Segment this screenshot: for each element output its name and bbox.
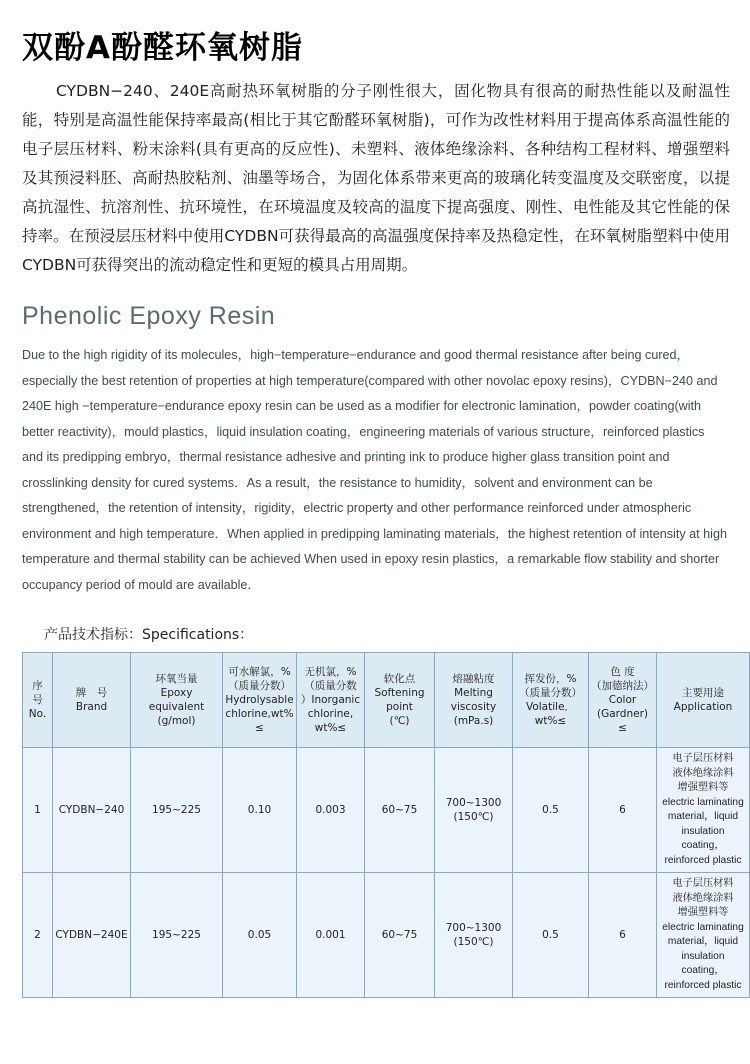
table-header-cell-hydrolysable-chlorine: [223, 653, 297, 748]
cell-epoxy-equivalent: 195~225: [131, 873, 223, 998]
cell-no: 2: [23, 873, 53, 998]
table-header-cell-no: [23, 653, 53, 748]
table-header-cell-color: [589, 653, 657, 748]
header-line: No.: [28, 708, 47, 720]
table-header-cell-brand: [53, 653, 131, 748]
cell-hydrolysable-chlorine: 0.05: [223, 873, 297, 998]
header-line: 号: [32, 694, 43, 706]
header-line: (℃): [389, 715, 410, 727]
english-section-title: Phenolic Epoxy Resin: [22, 302, 276, 330]
table-header-cell-epoxy-equivalent: [131, 653, 223, 748]
table-header-cell-application: [657, 653, 750, 748]
english-body-paragraph: Due to the high rigidity of its molecules，high−temperature−endurance and good thermal resistance after being cured，especially the best retention of properties at high temperature(compared with other novolac epoxy resins)，CYDBN−240 and 240E high −temperature−endurance epoxy resin can be used as a modifier for electronic lamination，powder coating(with better reactivity)，mould plastics，liquid insulation coating，engineering materials of various structure，reinforced plastics and its predipping embryo，thermal resistance adhesive and printing ink to produce higher glass transition point and crosslinking density for cured systems．As a result，the resistance to humidity，solvent and environment can be strengthened，the retention of intensity，rigidity，electric property and other performance reinforced under atmospheric environment and high temperature．When applied in predipping laminating materials，the highest retention of intensity at high temperature and thermal stability can be achieved When used in epoxy resin plastics，a remarkable flow stability and shorter occupancy period of mould are available．: [22, 348, 727, 592]
table-header: [23, 653, 750, 748]
header-line: （质量分数: [304, 680, 357, 692]
cell-line: 增强塑料等: [677, 907, 729, 918]
specifications-label: 产品技术指标：Specifications：: [44, 627, 254, 643]
header-line: wt%≤: [534, 715, 567, 727]
header-line: equivalent: [148, 701, 205, 713]
header-line: Softening: [374, 687, 425, 699]
cell-brand: CYDBN−240E: [53, 873, 131, 998]
header-line: Volatile．: [525, 701, 576, 713]
header-line: 挥发份，%: [524, 673, 577, 685]
cell-line: 电子层压材料: [672, 753, 734, 764]
cell-softening-point: 60~75: [365, 873, 435, 998]
cell-melting-viscosity: [435, 748, 513, 873]
header-line: (g/mol): [157, 715, 196, 727]
header-line: chlorine,: [307, 708, 354, 720]
header-line: 色 度: [610, 666, 635, 678]
cell-line: insulation coating，: [681, 950, 725, 976]
cell-line: (150℃): [453, 811, 494, 823]
cell-melting-viscosity: [435, 873, 513, 998]
cell-line: 电子层压材料: [672, 878, 734, 889]
cell-line: 液体绝缘涂料: [672, 892, 734, 904]
header-line: Melting: [454, 687, 493, 699]
cell-line: insulation coating，: [681, 825, 725, 851]
header-line: 环氧当量: [155, 673, 198, 685]
header-line: ≤: [255, 722, 264, 734]
table-header-cell-melting-viscosity: [435, 653, 513, 748]
cell-inorganic-chlorine: 0.003: [297, 748, 365, 873]
cell-line: reinforced plastic: [664, 979, 742, 991]
table-row: [23, 748, 750, 873]
cell-application: [657, 873, 750, 998]
header-line: 软化点: [383, 673, 416, 685]
header-line: 主要用途: [682, 687, 724, 699]
table-header-cell-softening-point: [365, 653, 435, 748]
header-line: point: [386, 701, 413, 713]
header-line: (mPa.s): [453, 715, 494, 727]
header-line: Epoxy: [160, 687, 193, 699]
cell-volatile: 0.5: [513, 748, 589, 873]
cell-line: electric laminating: [662, 796, 744, 808]
cell-color: 6: [589, 873, 657, 998]
header-line: 序: [32, 680, 43, 692]
header-line: Hydrolysable: [225, 694, 294, 706]
header-line: 可水解氯，%: [228, 666, 291, 678]
header-line: chlorine,wt%: [225, 708, 294, 720]
specifications-table: [22, 652, 750, 998]
page-title: 双酚A酚醛环氧树脂: [22, 30, 303, 66]
table-body: [23, 748, 750, 998]
chinese-body-paragraph: [22, 77, 730, 280]
header-line: Color: [608, 694, 637, 706]
cell-color: 6: [589, 748, 657, 873]
cell-no: 1: [23, 748, 53, 873]
header-line: （质量分数）: [519, 687, 582, 699]
header-line: Application: [673, 701, 733, 713]
header-line: 熔融粘度: [452, 673, 495, 685]
chinese-paragraph-text: CYDBN−240、240E高耐热环氧树脂的分子刚性很大，固化物具有很高的耐热性能以及耐温性能，特别是高温性能保持率最高(相比于其它酚醛环氧树脂)，可作为改性材料用于提高体系高温性能的电子层压材料、粉末涂料(具有更高的反应性)、未塑料、液体绝缘涂料、各种结构工程材料、增强塑料及其预浸料胚、高耐热胶粘剂、油墨等场合，为固化体系带来更高的玻璃化转变温度及交联密度，以提高抗湿性、抗溶剂性、抗环境性，在环境温度及较高的温度下提高强度、刚性、电性能及其它性能的保持率。在预浸层压材料中使用CYDBN可获得最高的高温强度保持率及热稳定性，在环氧树脂塑料中使用CYDBN可获得突出的流动稳定性和更短的模具占用周期。: [22, 82, 730, 274]
table-header-cell-volatile: [513, 653, 589, 748]
table-row: [23, 873, 750, 998]
header-line: viscosity: [450, 701, 497, 713]
cell-line: 700~1300: [445, 797, 502, 809]
cell-softening-point: 60~75: [365, 748, 435, 873]
cell-line: electric laminating: [662, 921, 744, 933]
cell-line: reinforced plastic: [664, 854, 742, 866]
header-line: （加德纳法）: [591, 680, 654, 692]
header-line: 无机氯，%: [304, 666, 357, 678]
cell-line: (150℃): [453, 936, 494, 948]
cell-line: material，liquid: [667, 811, 739, 822]
header-line: Brand: [75, 701, 108, 713]
header-line: (Gardner): [597, 708, 648, 720]
cell-application: [657, 748, 750, 873]
header-line: wt%≤: [314, 722, 347, 734]
header-line: ）Inorganic: [300, 694, 361, 706]
table-header-cell-inorganic-chlorine: [297, 653, 365, 748]
header-line: ≤: [618, 722, 627, 734]
header-line: （质量分数）: [228, 680, 291, 692]
cell-epoxy-equivalent: 195~225: [131, 748, 223, 873]
cell-brand: CYDBN−240: [53, 748, 131, 873]
cell-hydrolysable-chlorine: 0.10: [223, 748, 297, 873]
cell-line: material，liquid: [667, 936, 739, 947]
cell-inorganic-chlorine: 0.001: [297, 873, 365, 998]
cell-line: 液体绝缘涂料: [672, 767, 734, 779]
cell-line: 700~1300: [445, 922, 502, 934]
table-header-row: [23, 653, 750, 748]
header-line: 牌 号: [75, 687, 108, 699]
cell-volatile: 0.5: [513, 873, 589, 998]
cell-line: 增强塑料等: [677, 782, 729, 793]
